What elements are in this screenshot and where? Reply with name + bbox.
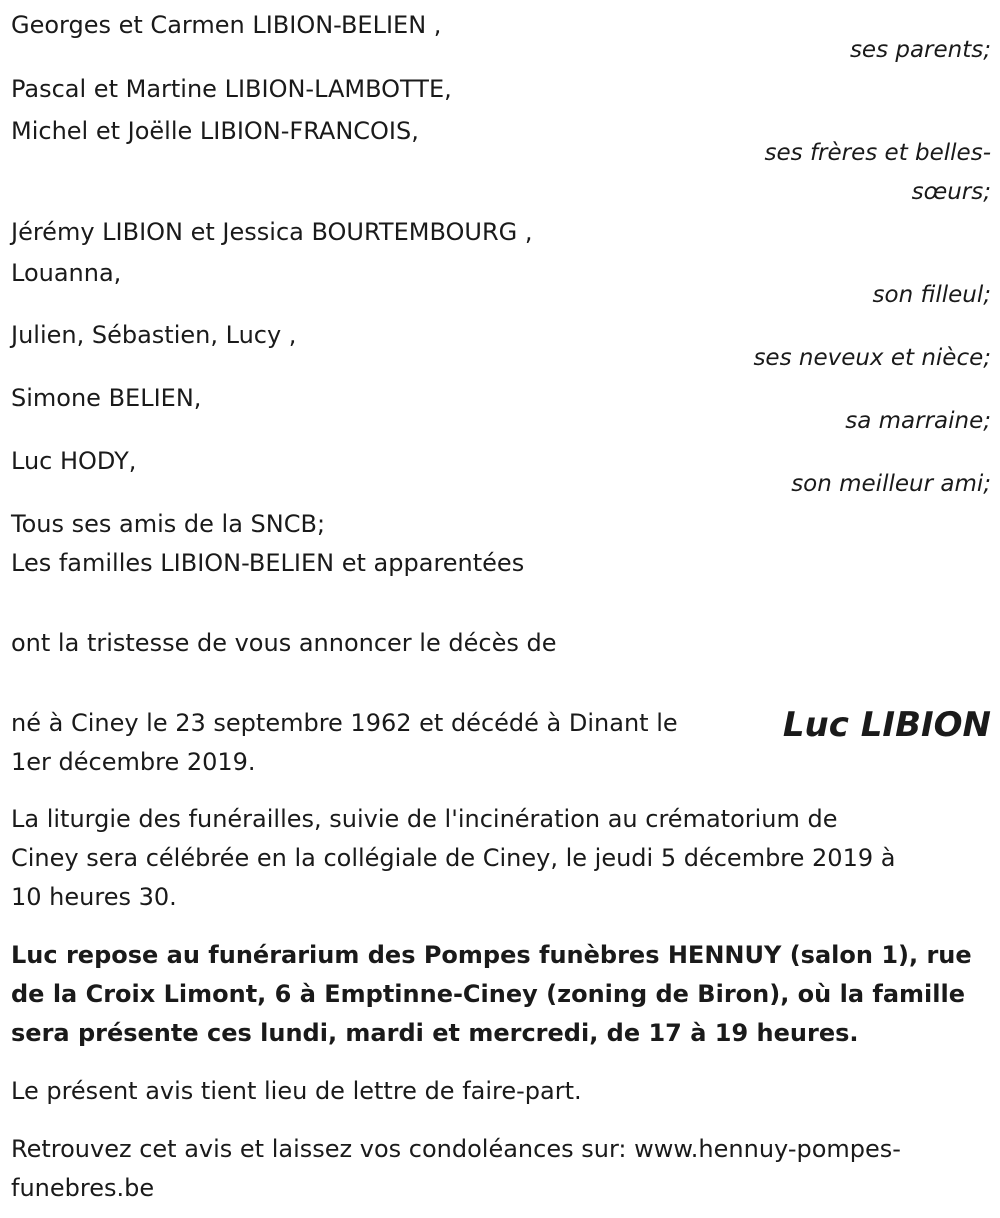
funerarium-line: de la Croix Limont, 6 à Emptinne-Ciney (zoning de Biron), où la famille — [11, 980, 965, 1008]
family-names-line: Les familles LIBION-BELIEN et apparentées — [11, 549, 525, 577]
birth-death-line: né à Ciney le 23 septembre 1962 et décédé à Dinant le — [11, 709, 678, 737]
family-names-line: Tous ses amis de la SNCB; — [11, 510, 326, 538]
family-relation: son filleul; — [872, 282, 991, 308]
birth-death-line: 1er décembre 2019. — [11, 748, 256, 776]
family-names-line: Pascal et Martine LIBION-LAMBOTTE, — [11, 75, 452, 103]
liturgy-line: 10 heures 30. — [11, 883, 177, 911]
family-relation: ses frères et belles- — [764, 140, 991, 166]
deceased-name: Luc LIBION — [782, 705, 991, 745]
family-relation: ses neveux et nièce; — [753, 345, 991, 371]
funerarium-line: Luc repose au funérarium des Pompes funèbres HENNUY (salon 1), rue — [11, 941, 972, 969]
funerarium-paragraph — [11, 936, 991, 1053]
liturgy-line: Ciney sera célébrée en la collégiale de Ciney, le jeudi 5 décembre 2019 à — [11, 844, 896, 872]
family-names-line: Georges et Carmen LIBION-BELIEN , — [11, 11, 442, 39]
family-names-line: Michel et Joëlle LIBION-FRANCOIS, — [11, 117, 419, 145]
family-names-line: Simone BELIEN, — [11, 384, 202, 412]
notice-text: Le présent avis tient lieu de lettre de faire-part. — [11, 1077, 582, 1105]
funerarium-line: sera présente ces lundi, mardi et mercredi, de 17 à 19 heures. — [11, 1019, 859, 1047]
family-relation: sœurs; — [911, 179, 991, 205]
announcement: ont la tristesse de vous annoncer le décès de — [11, 629, 557, 657]
family-relation: sa marraine; — [845, 408, 991, 434]
liturgy-paragraph — [11, 800, 991, 917]
family-relation: son meilleur ami; — [791, 471, 991, 497]
family-relation: ses parents; — [849, 37, 991, 63]
condolences-line: funebres.be — [11, 1174, 155, 1202]
condolences-line: Retrouvez cet avis et laissez vos condoléances sur: www.hennuy-pompes- — [11, 1135, 901, 1163]
condolences-paragraph — [11, 1130, 991, 1208]
family-names-line: Jérémy LIBION et Jessica BOURTEMBOURG , — [11, 218, 533, 246]
family-names-line: Luc HODY, — [11, 447, 137, 475]
family-names-line: Julien, Sébastien, Lucy , — [11, 321, 297, 349]
liturgy-line: La liturgie des funérailles, suivie de l'incinération au crématorium de — [11, 805, 838, 833]
family-names-line: Louanna, — [11, 259, 122, 287]
